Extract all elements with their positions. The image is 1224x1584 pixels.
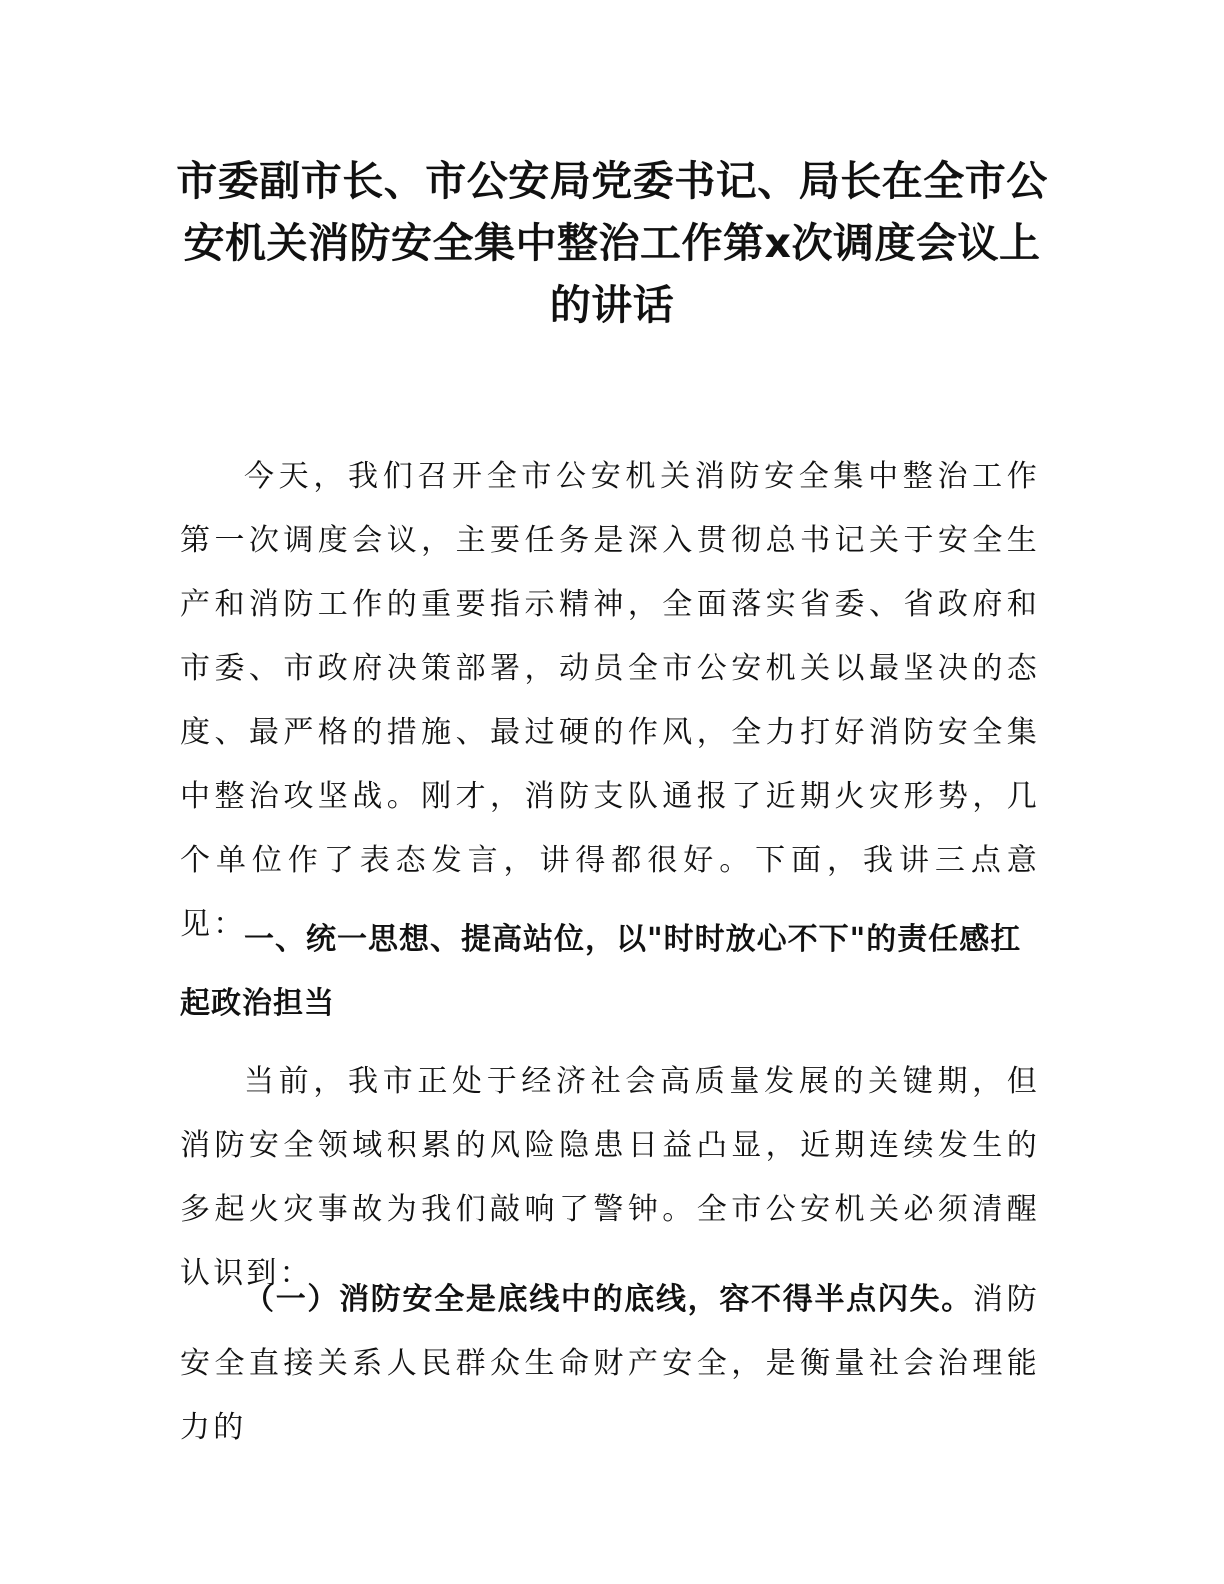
opening-paragraph: 今天，我们召开全市公安机关消防安全集中整治工作第一次调度会议，主要任务是深入贯彻总书记关于安全生产和消防工作的重要指示精神，全面落实省委、省政府和市委、市政府决策部署，动员全市公安机关以最坚决的态度、最严格的措施、最过硬的作风，全力打好消防安全集中整治攻坚战。刚才，消防支队通报了近期火灾形势，几个单位作了表态发言，讲得都很好。下面，我讲三点意见：	[180, 459, 1040, 942]
section-1-paragraph: 当前，我市正处于经济社会高质量发展的关键期，但消防安全领域积累的风险隐患日益凸显，近期连续发生的多起火灾事故为我们敲响了警钟。全市公安机关必须清醒认识到：	[180, 1064, 1040, 1291]
section-heading-1: 一、统一思想、提高站位，以"时时放心不下"的责任感扛起政治担当	[180, 922, 1022, 1021]
subsection-1-text: 消防安全直接关系人民群众生命财产安全，是衡量社会治理能力的	[180, 1282, 1040, 1445]
subsection-1-heading: （一）消防安全是底线中的底线，容不得半点闪失。	[244, 1282, 973, 1317]
document-title: 市委副市长、市公安局党委书记、局长在全市公安机关消防安全集中整治工作第x次调度会议上的讲话	[176, 157, 1048, 329]
subsection-1-paragraph	[180, 1268, 1040, 1460]
